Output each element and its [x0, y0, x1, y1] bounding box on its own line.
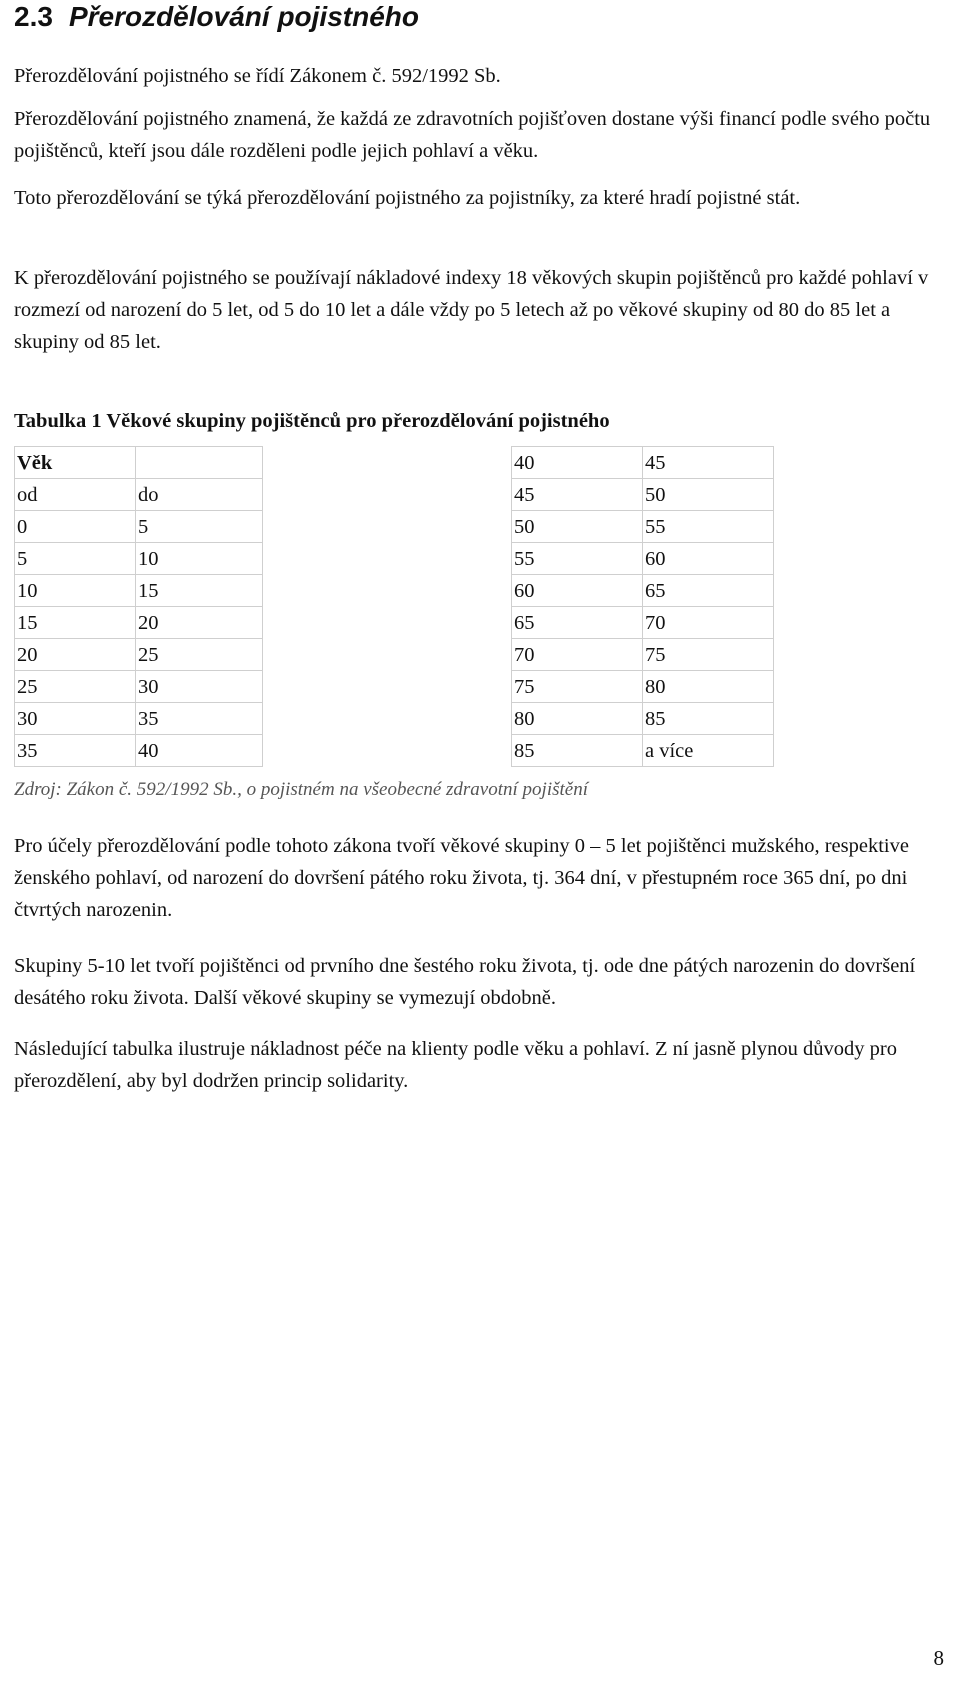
table-cell: 70 — [512, 639, 643, 671]
table-gap — [263, 607, 512, 639]
table-cell: 50 — [643, 479, 774, 511]
paragraph-law-reference: Přerozdělování pojistného se řídí Zákonem č. 592/1992 Sb. — [14, 65, 501, 87]
table-cell: 50 — [512, 511, 643, 543]
table-header-to: do — [136, 479, 263, 511]
table-header-age: Věk — [15, 447, 136, 479]
table-cell: 30 — [136, 671, 263, 703]
table-cell: a více — [643, 735, 774, 767]
table-cell: 45 — [512, 479, 643, 511]
section-heading — [14, 0, 419, 34]
table-row — [15, 543, 774, 575]
table-cell: 25 — [15, 671, 136, 703]
table-cell: 35 — [136, 703, 263, 735]
table-row — [15, 447, 774, 479]
table-row — [15, 511, 774, 543]
section-title: Přerozdělování pojistného — [68, 1, 419, 32]
table-row — [15, 671, 774, 703]
table-cell: 85 — [512, 735, 643, 767]
table-caption: Tabulka 1 Věkové skupiny pojištěnců pro přerozdělování pojistného — [14, 410, 610, 432]
paragraph-group-5-10: Skupiny 5-10 let tvoří pojištěnci od prvního dne šestého roku života, tj. ode dne pátých narozenin do dovršení desátého roku života. Další věkové skupiny se vymezují obdobně. — [14, 955, 916, 1009]
table-gap — [263, 735, 512, 767]
table-cell: 10 — [136, 543, 263, 575]
table-row — [15, 575, 774, 607]
table-cell: 80 — [512, 703, 643, 735]
table-row — [15, 703, 774, 735]
table-gap — [263, 543, 512, 575]
table-cell — [136, 447, 263, 479]
table-cell: 40 — [136, 735, 263, 767]
table-gap — [263, 703, 512, 735]
table-header-from: od — [15, 479, 136, 511]
table-cell: 60 — [643, 543, 774, 575]
table-gap — [263, 479, 512, 511]
section-number: 2.3 — [14, 1, 53, 32]
table-cell: 25 — [136, 639, 263, 671]
table-cell: 40 — [512, 447, 643, 479]
paragraph-cost-table-intro: Následující tabulka ilustruje nákladnost péče na klienty podle věku a pohlaví. Z ní jasně plynou důvody pro přerozdělení, aby byl dodržen princip solidarity. — [14, 1038, 898, 1092]
table-gap — [263, 671, 512, 703]
table-cell: 0 — [15, 511, 136, 543]
table-cell: 55 — [643, 511, 774, 543]
page-number: 8 — [933, 1646, 944, 1670]
table-cell: 70 — [643, 607, 774, 639]
table-gap — [263, 447, 512, 479]
table-cell: 80 — [643, 671, 774, 703]
table-cell: 5 — [15, 543, 136, 575]
table-gap — [263, 639, 512, 671]
table-cell: 15 — [15, 607, 136, 639]
paragraph-cost-indexes: K přerozdělování pojistného se používají nákladové indexy 18 věkových skupin pojištěnců pro každé pohlaví v rozmezí od narození do 5 let, od 5 do 10 let a dále vždy po 5 letech až po věkové skupiny od 80 do 85 let a skupiny od 85 let. — [14, 267, 929, 353]
table-cell: 20 — [136, 607, 263, 639]
paragraph-age-group-definition: Pro účely přerozdělování podle tohoto zákona tvoří věkové skupiny 0 – 5 let pojištěnci mužského, respektive ženského pohlaví, od narození do dovršení pátého roku života, tj. 364 dní, v přestupném roce 365 dní, po dni čtvrtých narozenin. — [14, 835, 909, 921]
table-cell: 85 — [643, 703, 774, 735]
table-row — [15, 479, 774, 511]
paragraph-redistribution-meaning: Přerozdělování pojistného znamená, že každá ze zdravotních pojišťoven dostane výši financí podle svého počtu pojištěnců, kteří jsou dále rozděleni podle jejich pohlaví a věku. — [14, 108, 931, 162]
table-cell: 20 — [15, 639, 136, 671]
table-cell: 65 — [643, 575, 774, 607]
paragraph-state-payers: Toto přerozdělování se týká přerozdělování pojistného za pojistníky, za které hradí pojistné stát. — [14, 187, 801, 209]
table-cell: 75 — [512, 671, 643, 703]
table-cell: 15 — [136, 575, 263, 607]
table-cell: 65 — [512, 607, 643, 639]
table-cell: 60 — [512, 575, 643, 607]
table-cell: 10 — [15, 575, 136, 607]
age-groups-table — [14, 446, 774, 767]
table-cell: 55 — [512, 543, 643, 575]
table-cell: 45 — [643, 447, 774, 479]
table-row — [15, 639, 774, 671]
table-cell: 5 — [136, 511, 263, 543]
table-gap — [263, 575, 512, 607]
table-cell: 75 — [643, 639, 774, 671]
table-cell: 30 — [15, 703, 136, 735]
table-row — [15, 735, 774, 767]
table-source: Zdroj: Zákon č. 592/1992 Sb., o pojistném na všeobecné zdravotní pojištění — [14, 779, 588, 800]
table-gap — [263, 511, 512, 543]
table-cell: 35 — [15, 735, 136, 767]
table-row — [15, 607, 774, 639]
